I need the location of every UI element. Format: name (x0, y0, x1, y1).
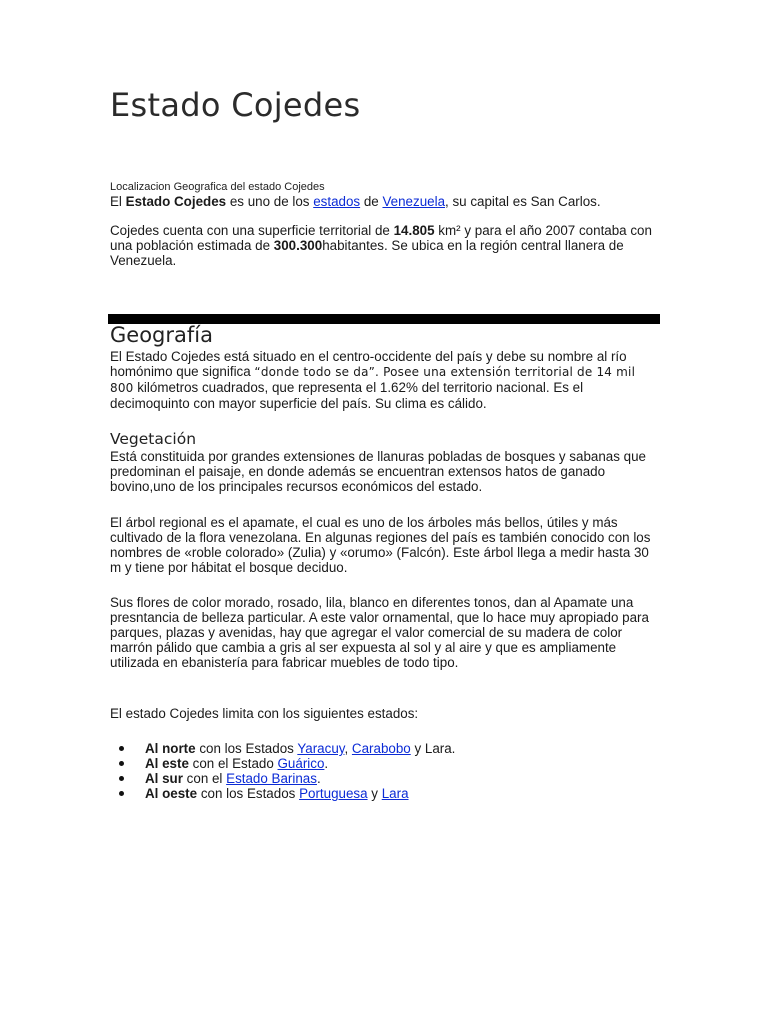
bullet-icon (119, 746, 124, 751)
limit-label-sur: Al sur (145, 771, 183, 786)
limit-text-oeste: con los Estados (197, 786, 300, 801)
vegetacion-paragraph-3: Sus flores de color morado, rosado, lila, blanco en diferentes tonos, dan al Apamate una presntancia de belleza particular. A este valor ornamental, que lo hace muy apropiado para parques, plazas y avenidas, hay que agregar el valor comercial de su madera de color marrón pálido que cambia a gris al ser expuesta al sol y al aire y que es ampliamente utilizada en ebanistería para fabricar muebles de todo tipo. (110, 595, 649, 670)
page-title: Estado Cojedes (110, 86, 361, 124)
link-yaracuy[interactable]: Yaracuy (297, 741, 345, 756)
intro-text-3: de (360, 194, 383, 209)
list-item-norte (110, 741, 670, 756)
link-estados[interactable]: estados (313, 194, 361, 209)
vegetacion-paragraph-1: Está constituida por grandes extensiones de llanuras pobladas de bosques y sabanas que predominan el paisaje, en donde además se encuentran extensos hatos de ganado bovino,uno de los principales recursos económicos del estado. (110, 449, 646, 494)
surface-paragraph (110, 223, 662, 268)
surface-bold-area: 14.805 (393, 223, 435, 238)
link-venezuela[interactable]: Venezuela (382, 194, 446, 209)
heading-geografia: Geografía (110, 323, 213, 347)
bullet-icon (119, 761, 124, 766)
intro-text-4: , su capital es San Carlos. (445, 194, 601, 209)
limit-text-este-end: . (324, 756, 329, 771)
limit-text-sur: con el (182, 771, 227, 786)
geografia-text-1: El Estado Cojedes está situado en el centro-occidente del país y debe su nombre al río homónimo que significa (110, 349, 627, 379)
limit-text-norte-end: y Lara. (410, 741, 456, 756)
limit-text-norte: con los Estados (195, 741, 298, 756)
bullet-icon (119, 776, 124, 781)
list-item-oeste (110, 786, 670, 801)
bullet-icon (119, 791, 124, 796)
list-item-este (110, 756, 670, 771)
intro-text-2: es uno de los (226, 194, 314, 209)
surface-text-3: habitantes. Se ubica en la región central llanera de Venezuela. (110, 238, 624, 268)
link-portuguesa[interactable]: Portuguesa (299, 786, 368, 801)
geografia-paragraph (110, 349, 662, 411)
limit-text-este: con el Estado (188, 756, 278, 771)
intro-text-1: El (110, 194, 126, 209)
intro-bold-state: Estado Cojedes (125, 194, 227, 209)
limit-separator: , (344, 741, 352, 756)
limit-label-este: Al este (145, 756, 189, 771)
link-guarico[interactable]: Guárico (277, 756, 325, 771)
surface-text-2: km² y para el año 2007 contaba con una población estimada de (110, 223, 652, 253)
limit-label-oeste: Al oeste (145, 786, 198, 801)
surface-bold-population: 300.300 (273, 238, 323, 253)
heading-vegetacion: Vegetación (110, 430, 197, 448)
limit-text-oeste-mid: y (367, 786, 382, 801)
limit-text-sur-end: . (316, 771, 321, 786)
limits-list (110, 741, 670, 801)
link-estado-barinas[interactable]: Estado Barinas (226, 771, 317, 786)
surface-text-1: Cojedes cuenta con una superficie territorial de (110, 223, 394, 238)
geografia-text-2: kilómetros cuadrados, que representa el 1.62% del territorio nacional. Es el decimoquinto con mayor superficie del país. Su clima es cálido. (110, 380, 584, 411)
geografia-quote-text: “donde todo se da”. Posee una extensión territorial de 14 mil 800 (110, 365, 636, 395)
image-caption: Localizacion Geografica del estado Cojedes (110, 181, 325, 193)
link-lara[interactable]: Lara (381, 786, 409, 801)
limit-label-norte: Al norte (145, 741, 196, 756)
intro-paragraph (110, 194, 662, 209)
link-carabobo[interactable]: Carabobo (351, 741, 411, 756)
list-item-sur (110, 771, 670, 786)
limits-intro: El estado Cojedes limita con los siguientes estados: (110, 706, 419, 721)
vegetacion-paragraph-2: El árbol regional es el apamate, el cual es uno de los árboles más bellos, útiles y más cultivado de la flora venezolana. En algunas regiones del país es también conocido con los nombres de «roble colorado» (Zulia) y «orumo» (Falcón). Este árbol llega a medir hasta 30 m y tiene por hábitat el bosque deciduo. (110, 515, 651, 575)
